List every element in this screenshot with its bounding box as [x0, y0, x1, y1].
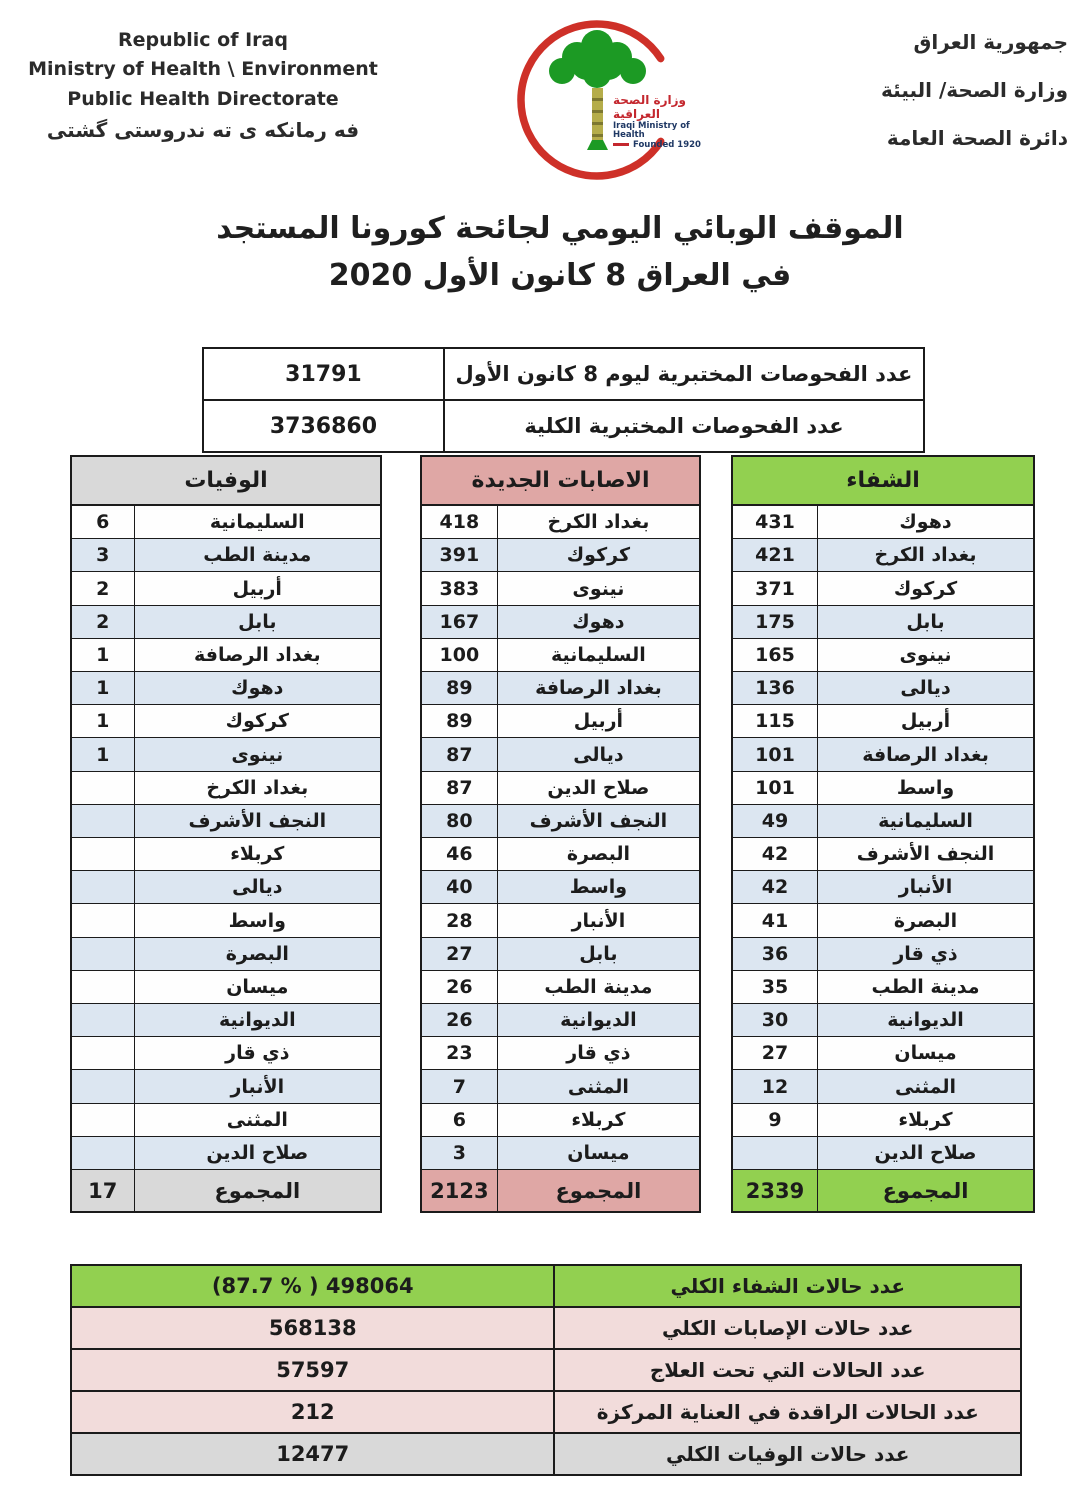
governorate-value-cell: 115 [755, 710, 795, 733]
table-header: الشفاء [733, 457, 1033, 506]
governorate-name-cell: دهوك [817, 506, 1033, 538]
governorate-value-cell [72, 1104, 134, 1136]
governorate-name-cell: بغداد الرصافة [817, 738, 1033, 770]
table-row [422, 539, 699, 572]
governorate-value-cell: 1 [96, 743, 110, 766]
governorate-value-cell: 2 [96, 577, 110, 600]
governorate-name-cell: النجف الأشرف [497, 805, 699, 837]
governorate-value-cell: 42 [761, 876, 789, 899]
table-total-row [422, 1170, 699, 1211]
summary-label-cell: عدد الحالات الراقدة في العناية المركزة [553, 1392, 1020, 1432]
recoveries-table [731, 455, 1035, 1213]
governorate-value-cell [72, 871, 134, 903]
governorate-value-cell: 101 [755, 743, 795, 766]
governorate-value-cell: 49 [761, 809, 789, 832]
table-row [72, 971, 380, 1004]
total-label-cell: المجموع [497, 1170, 699, 1211]
governorate-name-cell: بابل [817, 606, 1033, 638]
governorate-value-cell: 7 [452, 1075, 466, 1098]
table-row [422, 1104, 699, 1137]
governorate-value-cell: 6 [96, 511, 110, 534]
new-cases-table [420, 455, 701, 1213]
governorate-name-cell: نينوى [817, 639, 1033, 671]
total-label-cell: المجموع [134, 1170, 380, 1211]
governorate-name-cell: كركوك [134, 705, 380, 737]
governorate-name-cell: كركوك [497, 539, 699, 571]
total-value-cell: 2339 [745, 1178, 805, 1203]
logo-arabic-text: وزارة الصحة العراقية [613, 93, 687, 121]
totals-summary-table [70, 1264, 1022, 1476]
governorate-name-cell: كركوك [817, 572, 1033, 604]
table-row [422, 572, 699, 605]
governorate-value-cell [733, 1137, 817, 1169]
summary-row [72, 1266, 1020, 1306]
tests-label-cell: عدد الفحوصات المختبرية ليوم 8 كانون الأول [443, 349, 923, 399]
governorate-value-cell: 40 [446, 876, 473, 899]
governorate-name-cell: صلاح الدين [497, 772, 699, 804]
governorate-name-cell: النجف الأشرف [134, 805, 380, 837]
table-row [422, 838, 699, 871]
table-total-row [72, 1170, 380, 1211]
summary-value-cell: 568138 [268, 1316, 357, 1340]
governorate-value-cell: 100 [439, 643, 480, 666]
governorate-value-cell: 2 [96, 610, 110, 633]
header-line-republic: Republic of Iraq [118, 29, 288, 51]
governorate-value-cell [72, 1037, 134, 1069]
governorate-name-cell: نينوى [134, 738, 380, 770]
table-row [422, 772, 699, 805]
governorate-value-cell [72, 838, 134, 870]
logo-text-block [613, 94, 723, 151]
table-row [733, 971, 1033, 1004]
tests-value-cell: 31791 [285, 361, 362, 387]
governorate-value-cell: 80 [446, 809, 473, 832]
governorate-value-cell: 27 [446, 942, 473, 965]
table-row [72, 1137, 380, 1170]
table-row [733, 772, 1033, 805]
governorate-value-cell: 27 [761, 1042, 789, 1065]
summary-row [72, 1348, 1020, 1390]
table-row [72, 539, 380, 572]
governorate-value-cell: 136 [755, 677, 795, 700]
table-row [72, 705, 380, 738]
governorate-name-cell: الأنبار [497, 904, 699, 936]
table-row [733, 1137, 1033, 1170]
summary-label-cell: عدد حالات الشفاء الكلي [553, 1266, 1020, 1306]
table-row [422, 1070, 699, 1103]
governorate-value-cell: 26 [446, 1009, 473, 1032]
header-line-ministry-ar: وزارة الصحة/ البيئة [881, 78, 1068, 102]
governorate-name-cell: كربلاء [817, 1104, 1033, 1136]
table-row [72, 606, 380, 639]
governorate-name-cell: صلاح الدين [134, 1137, 380, 1169]
header-arabic-block [840, 30, 1068, 174]
governorate-name-cell: الأنبار [817, 871, 1033, 903]
header-line-republic-ar: جمهورية العراق [913, 30, 1068, 54]
governorate-value-cell: 28 [446, 909, 473, 932]
summary-row [72, 1306, 1020, 1348]
table-row [422, 904, 699, 937]
table-header: الاصابات الجديدة [422, 457, 699, 506]
table-row [422, 871, 699, 904]
governorate-value-cell: 1 [96, 643, 110, 666]
governorate-name-cell: النجف الأشرف [817, 838, 1033, 870]
governorate-value-cell: 167 [439, 610, 480, 633]
governorate-name-cell: البصرة [134, 938, 380, 970]
table-row [422, 938, 699, 971]
tests-value-cell: 3736860 [269, 413, 378, 439]
table-row [72, 805, 380, 838]
table-row [422, 1037, 699, 1070]
governorate-name-cell: مدينة الطب [817, 971, 1033, 1003]
summary-value-cell: 12477 [276, 1442, 350, 1466]
page-title-line1: الموقف الوبائي اليومي لجائحة كورونا المستجد [216, 211, 904, 246]
table-rows [422, 506, 699, 1170]
governorate-name-cell: كربلاء [134, 838, 380, 870]
governorate-value-cell: 1 [96, 677, 110, 700]
governorate-value-cell [72, 904, 134, 936]
table-row [72, 1104, 380, 1137]
table-row [733, 1004, 1033, 1037]
governorate-name-cell: ديالى [817, 672, 1033, 704]
governorate-value-cell: 41 [761, 909, 789, 932]
summary-label-cell: عدد حالات الوفيات الكلي [553, 1434, 1020, 1474]
logo-founded-text: Founded 1920 [613, 141, 723, 151]
governorate-name-cell: دهوك [497, 606, 699, 638]
table-row [72, 572, 380, 605]
governorate-value-cell: 87 [446, 776, 473, 799]
governorate-value-cell: 6 [452, 1108, 466, 1131]
header-line-directorate-ar: دائرة الصحة العامة [886, 126, 1068, 150]
governorate-value-cell: 89 [446, 710, 473, 733]
governorate-name-cell: الديوانية [817, 1004, 1033, 1036]
table-row [733, 705, 1033, 738]
governorate-value-cell: 101 [755, 776, 795, 799]
table-row [422, 506, 699, 539]
governorate-value-cell: 175 [755, 610, 795, 633]
table-row [733, 639, 1033, 672]
governorate-value-cell: 23 [446, 1042, 473, 1065]
governorate-value-cell: 89 [446, 677, 473, 700]
table-row [72, 938, 380, 971]
governorate-name-cell: بغداد الكرخ [497, 506, 699, 538]
governorate-value-cell: 383 [439, 577, 480, 600]
governorate-name-cell: المثنى [497, 1070, 699, 1102]
table-row [72, 904, 380, 937]
governorate-name-cell: ذي قار [134, 1037, 380, 1069]
governorate-value-cell: 165 [755, 643, 795, 666]
governorate-value-cell [72, 772, 134, 804]
governorate-value-cell [72, 938, 134, 970]
table-total-row [733, 1170, 1033, 1211]
table-row [422, 738, 699, 771]
governorate-name-cell: ميسان [134, 971, 380, 1003]
governorate-name-cell: بغداد الكرخ [817, 539, 1033, 571]
table-row [733, 506, 1033, 539]
governorate-name-cell: المثنى [134, 1104, 380, 1136]
table-row [72, 772, 380, 805]
governorate-name-cell: السليمانية [817, 805, 1033, 837]
governorate-value-cell: 46 [446, 843, 473, 866]
table-row [72, 838, 380, 871]
governorate-name-cell: مدينة الطب [497, 971, 699, 1003]
governorate-name-cell: نينوى [497, 572, 699, 604]
table-row [72, 506, 380, 539]
governorate-name-cell: ديالى [134, 871, 380, 903]
table-row [72, 738, 380, 771]
governorate-name-cell: البصرة [497, 838, 699, 870]
palm-tree-icon [549, 30, 646, 88]
table-row [733, 871, 1033, 904]
governorate-value-cell: 36 [761, 942, 789, 965]
table-rows [72, 506, 380, 1170]
governorate-value-cell: 42 [761, 843, 789, 866]
governorate-value-cell: 3 [96, 544, 110, 567]
table-row [72, 672, 380, 705]
governorate-value-cell [72, 971, 134, 1003]
governorate-value-cell: 431 [755, 511, 795, 534]
table-row [733, 904, 1033, 937]
governorate-name-cell: واسط [134, 904, 380, 936]
governorate-name-cell: كربلاء [497, 1104, 699, 1136]
governorate-name-cell: دهوك [134, 672, 380, 704]
table-row [733, 672, 1033, 705]
governorate-name-cell: صلاح الدين [817, 1137, 1033, 1169]
summary-value-cell: 57597 [276, 1358, 350, 1382]
governorate-name-cell: البصرة [817, 904, 1033, 936]
table-row [72, 639, 380, 672]
deaths-table [70, 455, 382, 1213]
table-row [733, 938, 1033, 971]
governorate-name-cell: أربيل [497, 705, 699, 737]
total-value-cell: 2123 [430, 1178, 489, 1203]
governorate-value-cell: 26 [446, 975, 473, 998]
summary-label-cell: عدد حالات الإصابات الكلي [553, 1308, 1020, 1348]
governorate-value-cell: 421 [755, 544, 795, 567]
governorate-name-cell: ميسان [497, 1137, 699, 1169]
logo-red-mark [613, 143, 629, 146]
governorate-value-cell [72, 805, 134, 837]
governorate-value-cell: 371 [755, 577, 795, 600]
table-row [72, 1004, 380, 1037]
tests-row [204, 399, 923, 451]
governorate-name-cell: بابل [497, 938, 699, 970]
governorate-name-cell: بغداد الكرخ [134, 772, 380, 804]
governorate-value-cell: 35 [761, 975, 789, 998]
governorate-value-cell: 9 [768, 1108, 782, 1131]
governorate-value-cell: 30 [761, 1009, 789, 1032]
governorate-value-cell: 1 [96, 710, 110, 733]
tests-row [204, 349, 923, 399]
logo-english-text: Iraqi Ministry of Health [613, 120, 690, 141]
governorate-name-cell: مدينة الطب [134, 539, 380, 571]
governorate-name-cell: أربيل [134, 572, 380, 604]
total-value-cell: 17 [88, 1178, 118, 1203]
governorate-name-cell: السليمانية [497, 639, 699, 671]
total-label-cell: المجموع [817, 1170, 1033, 1211]
governorate-value-cell [72, 1070, 134, 1102]
governorate-value-cell: 391 [439, 544, 480, 567]
governorate-name-cell: المثنى [817, 1070, 1033, 1102]
governorate-name-cell: الأنبار [134, 1070, 380, 1102]
governorate-name-cell: ميسان [817, 1037, 1033, 1069]
table-header: الوفيات [72, 457, 380, 506]
table-row [422, 971, 699, 1004]
governorate-name-cell: السليمانية [134, 506, 380, 538]
governorate-value-cell: 87 [446, 743, 473, 766]
governorate-name-cell: ديالى [497, 738, 699, 770]
table-row [733, 539, 1033, 572]
governorate-value-cell [72, 1004, 134, 1036]
summary-value-cell: 212 [290, 1400, 335, 1424]
header-line-kurdish: فه رمانكه ى ته ندروستى گشتى [46, 118, 360, 143]
governorate-name-cell: ذي قار [497, 1037, 699, 1069]
summary-label-cell: عدد الحالات التي تحت العلاج [553, 1350, 1020, 1390]
summary-row [72, 1432, 1020, 1474]
table-row [422, 1137, 699, 1170]
table-row [422, 805, 699, 838]
summary-value-cell: (87.7 % ) 498064 [211, 1274, 414, 1298]
table-row [422, 639, 699, 672]
table-row [422, 1004, 699, 1037]
table-rows [733, 506, 1033, 1170]
table-row [422, 606, 699, 639]
governorate-value-cell: 12 [761, 1075, 789, 1098]
table-row [733, 805, 1033, 838]
governorate-name-cell: بابل [134, 606, 380, 638]
table-row [733, 606, 1033, 639]
governorate-value-cell: 3 [452, 1141, 466, 1164]
table-row [733, 838, 1033, 871]
governorate-name-cell: بغداد الرصافة [497, 672, 699, 704]
table-row [422, 672, 699, 705]
governorate-name-cell: واسط [497, 871, 699, 903]
table-row [72, 1070, 380, 1103]
governorate-value-cell [72, 1137, 134, 1169]
table-row [422, 705, 699, 738]
header-english-block [18, 26, 388, 142]
table-row [733, 1070, 1033, 1103]
governorate-name-cell: الديوانية [497, 1004, 699, 1036]
table-row [733, 1037, 1033, 1070]
ministry-logo [495, 12, 725, 190]
tests-label-cell: عدد الفحوصات المختبرية الكلية [443, 401, 923, 451]
summary-row [72, 1390, 1020, 1432]
governorate-name-cell: بغداد الرصافة [134, 639, 380, 671]
governorate-name-cell: أربيل [817, 705, 1033, 737]
table-row [733, 1104, 1033, 1137]
governorate-name-cell: الديوانية [134, 1004, 380, 1036]
governorate-name-cell: واسط [817, 772, 1033, 804]
page-title-line2: في العراق 8 كانون الأول 2020 [328, 257, 792, 293]
table-row [733, 738, 1033, 771]
header-line-ministry: Ministry of Health \ Environment [28, 58, 378, 81]
lab-tests-table [202, 347, 925, 453]
table-row [72, 871, 380, 904]
table-row [72, 1037, 380, 1070]
header-line-directorate: Public Health Directorate [67, 87, 339, 110]
governorate-value-cell: 418 [439, 511, 480, 534]
page-title [40, 206, 1080, 299]
table-row [733, 572, 1033, 605]
governorate-name-cell: ذي قار [817, 938, 1033, 970]
